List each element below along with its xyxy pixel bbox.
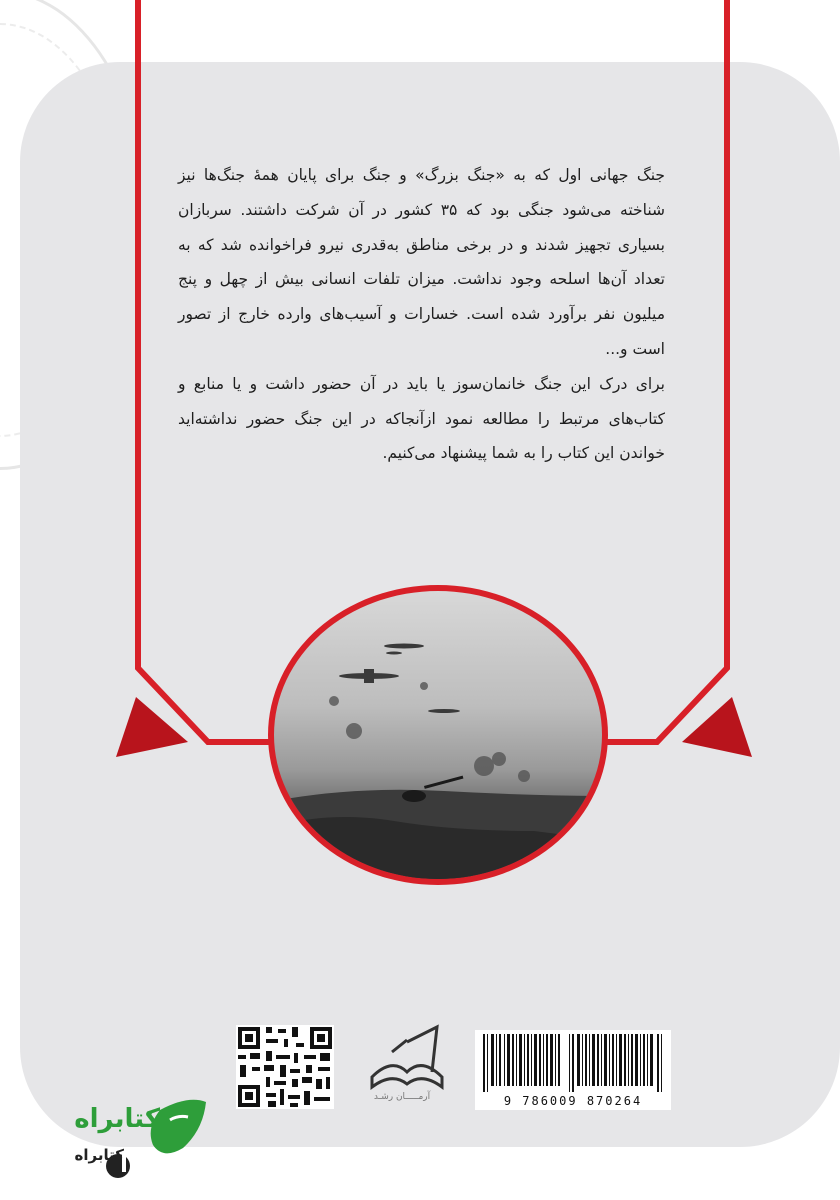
qr-code[interactable] — [236, 1025, 334, 1109]
isbn-barcode — [475, 1030, 671, 1110]
back-cover-blurb — [178, 158, 665, 471]
publisher-name: آرمـــــان رشـد — [373, 1092, 431, 1102]
isbn-number: 9 786009 870264 — [503, 1094, 643, 1108]
war-photo — [268, 585, 608, 885]
watermark-text: کتابراه — [74, 1104, 160, 1134]
blurb-paragraph-2: برای درک این جنگ خانمان‌سوز یا باید در آن حضور داشت و یا منابع و کتاب‌های مرتبط را مطالعه نمود ازآنجاکه در این جنگ حضور نداشته‌اید خواندن این کتاب را به شما پیشنهاد می‌کنیم. — [178, 374, 665, 463]
watermark-text-small: کتابراه — [74, 1146, 124, 1164]
blurb-paragraph-1: جنگ جهانی اول که به «جنگ بزرگ» و جنگ برای پایان همهٔ جنگ‌ها نیز شناخته می‌شود جنگی بود که ۳۵ کشور در آن شرکت داشتند. سربازان بسیاری تجهیز شدند و در برخی مناطق به‌قدری نیرو فراخوانده شد که به تعداد آن‌ها اسلحه وجود نداشت. میزان تلفات انسانی بیش از چهل و پنج میلیون نفر برآورد شده است. خسارات و آسیب‌های وارده خارج از تصور است و... — [178, 166, 665, 358]
